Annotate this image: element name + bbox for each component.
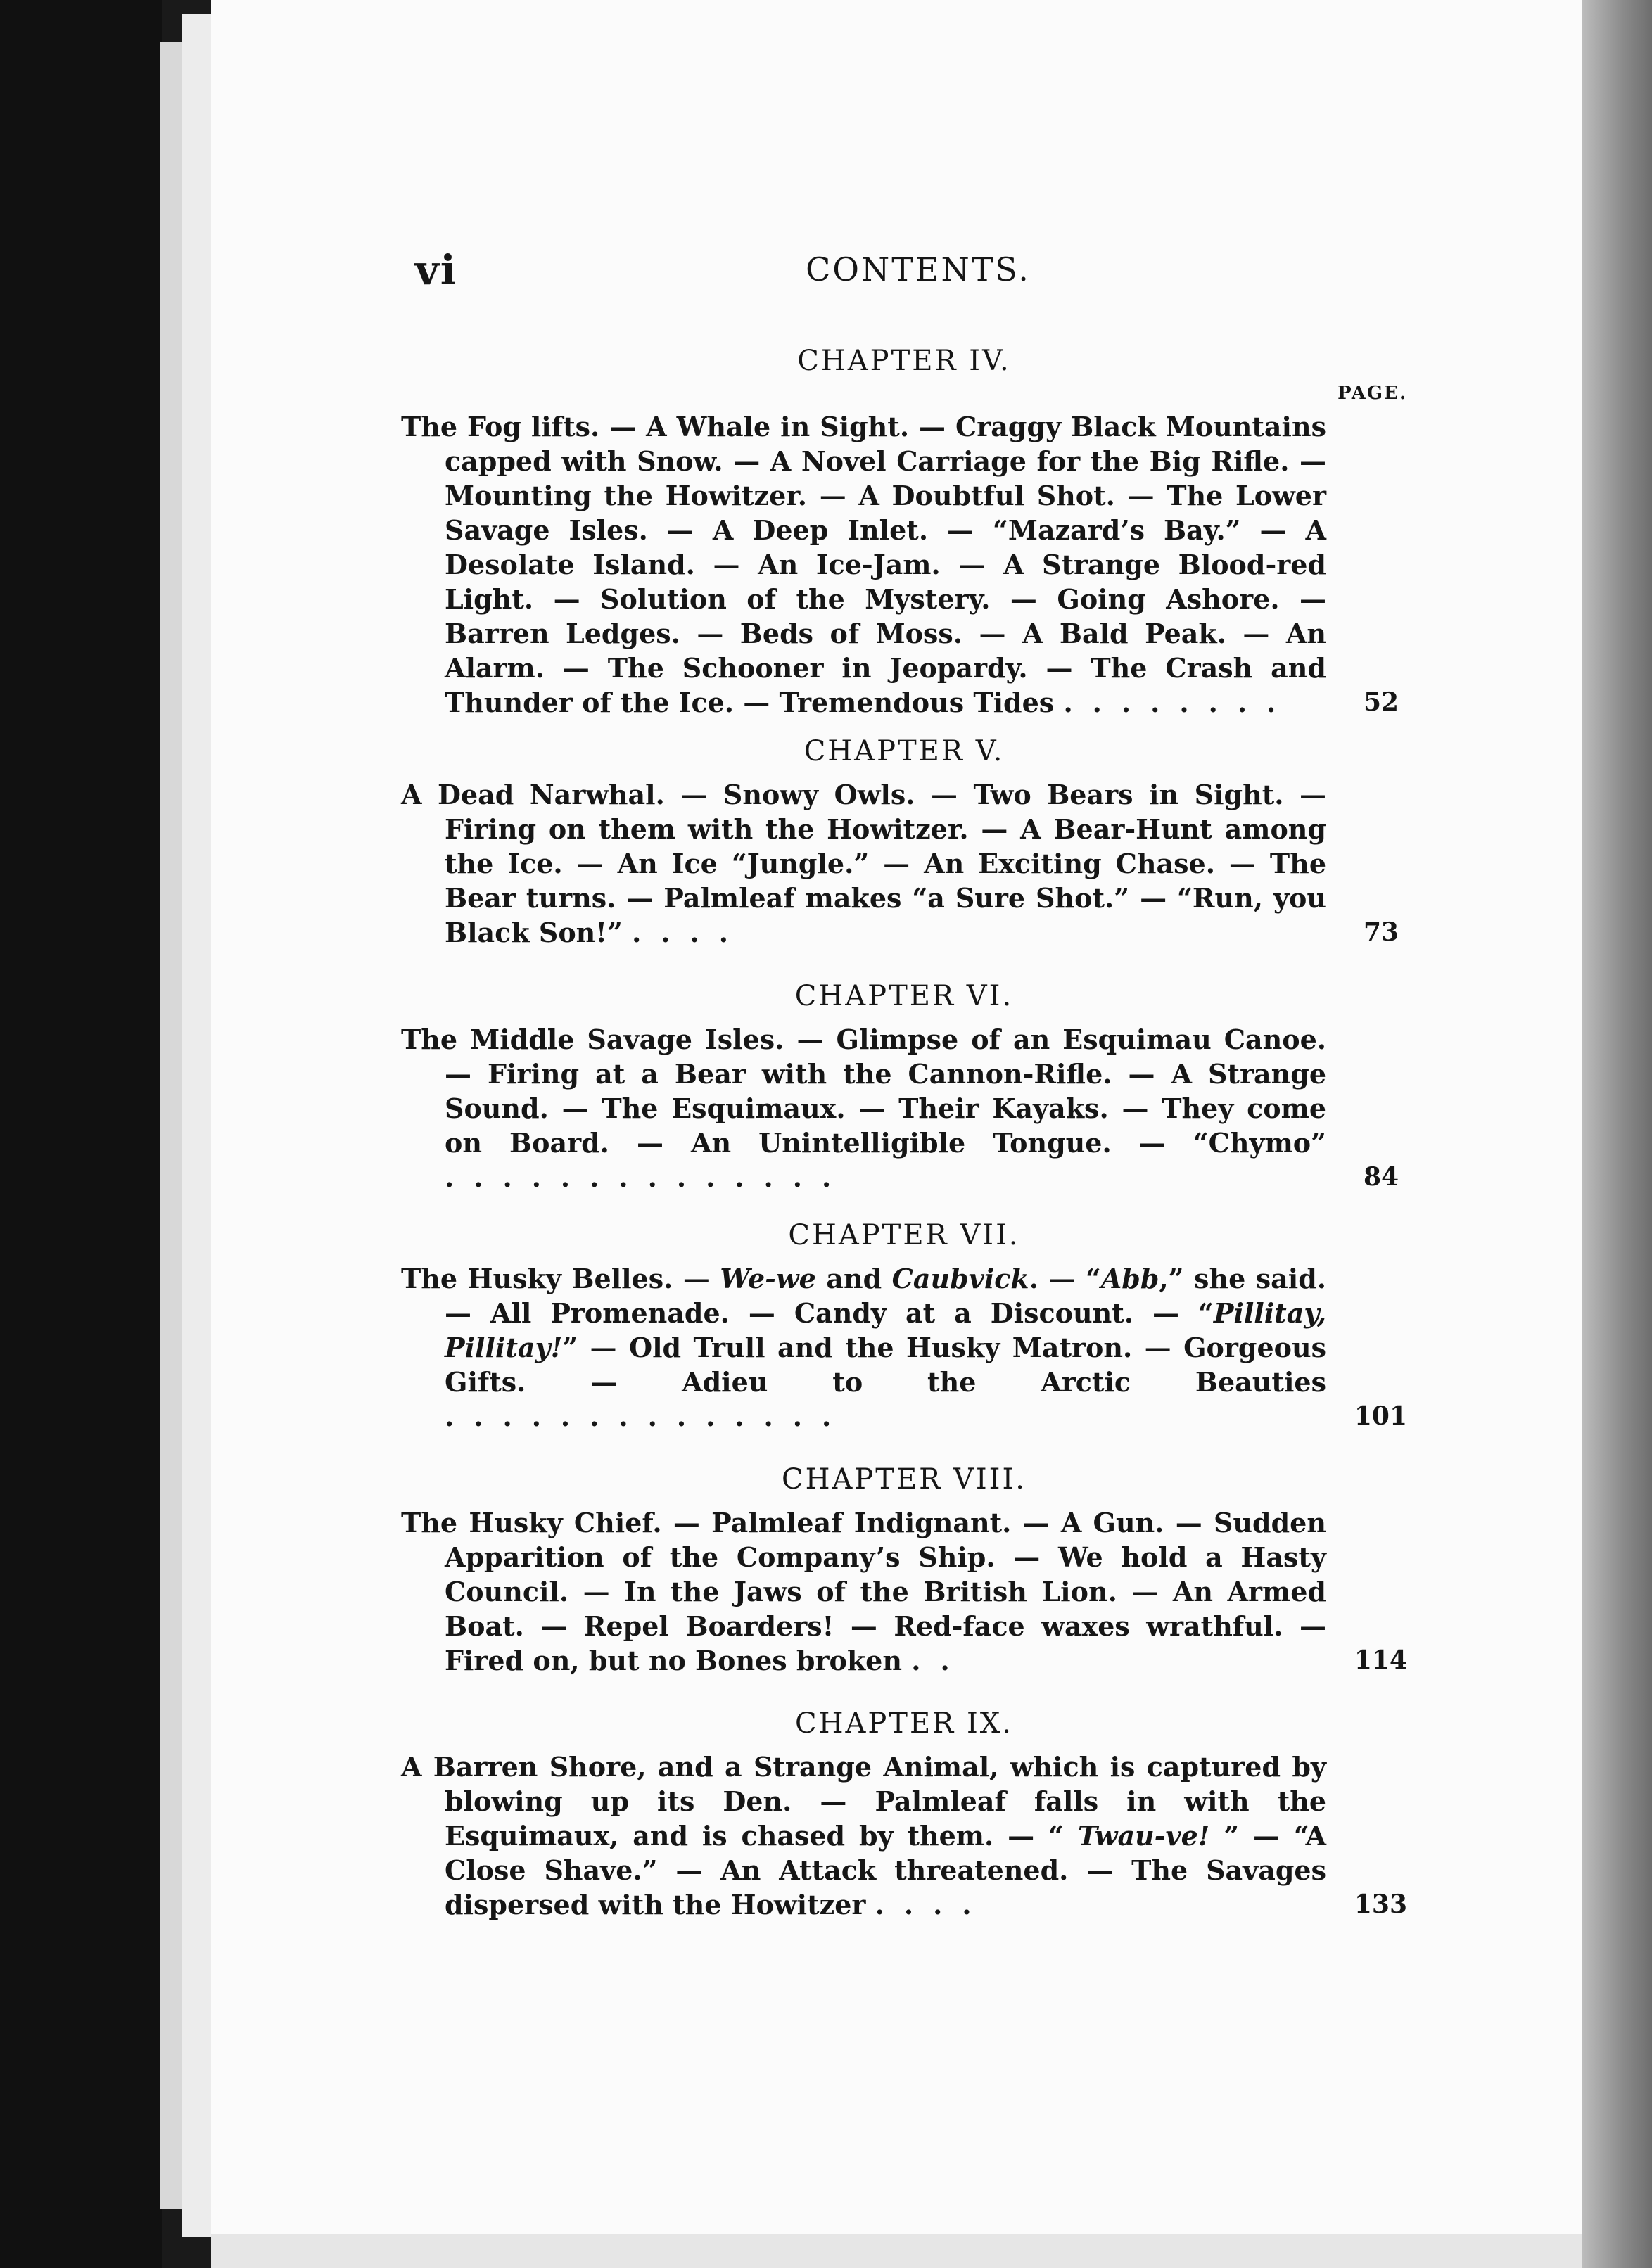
chapter-summary: [401, 1750, 1407, 1922]
chapter-summary: A Dead Narwhal. — Snowy Owls. — Two Bears in Sight. — Firing on them with the Howitzer. — A Bear-Hunt among the Ice. — An Ice “Jungle.” — An Exciting Chase. — The Bear turns. — Palmleaf makes “a Sure Shot.” — “Run, you Black Son!” .... 73: [401, 779, 1399, 948]
dot-leader: ....: [632, 917, 748, 948]
summary-text: The Husky Chief. — Palmleaf Indignant. — A Gun. — Sudden Apparition of the Company’s Ship. — We hold a Hasty Council. — In the Jaws of the British Lion. — An Armed Boat. — Repel Boarders! — Red-face waxes wrathful. — Fired on, but no Bones broken: [401, 1507, 1326, 1676]
toc-chapter: [401, 1219, 1407, 1434]
summary-text: The Fog lifts. — A Whale in Sight. — Craggy Black Mountains capped with Snow. — A Novel Carriage for the Big Rifle. — Mounting the Howitzer. — A Doubtful Shot. — The Lower Savage Isles. — A Deep Inlet. — “Mazard’s Bay.” — A Desolate Island. — An Ice-Jam. — A Strange Blood-red Light. — Solution of the Mystery. — Going Ashore. — Barren Ledges. — Beds of Moss. — A Bald Peak. — An Alarm. — The Schooner in Jeopardy. — The Crash and Thunder of the Ice. — Tremendous Tides: [401, 411, 1326, 718]
summary-fragment: ,” she said. — All Promenade. — Candy at a Discount. — “: [445, 1263, 1327, 1329]
toc-chapter: [401, 735, 1407, 950]
chapter-heading: CHAPTER VII.: [788, 1219, 1020, 1251]
toc-chapter: [401, 1463, 1407, 1678]
scan-left-edge: [0, 0, 162, 2268]
summary-fragment: ” — “A Close Shave.” — An Attack threatened. — The Savages dispersed with the Howitzer: [445, 1820, 1327, 1920]
dot-leader: ..............: [445, 1161, 851, 1193]
summary-fragment: ” — Old Trull and the Husky Matron. — Gorgeous Gifts. — Adieu to the Arctic Beauties: [445, 1332, 1326, 1398]
summary-text: A Dead Narwhal. — Snowy Owls. — Two Bears in Sight. — Firing on them with the Howitzer. — A Bear-Hunt among the Ice. — An Ice “Jungle.” — An Exciting Chase. — The Bear turns. — Palmleaf makes “a Sure Shot.” — “Run, you Black Son!”: [401, 779, 1326, 948]
summary-text: [401, 1751, 1326, 1920]
italic-phrase: Abb: [1100, 1263, 1159, 1294]
binding-shadow: [1582, 0, 1652, 2268]
page-number: 114: [1354, 1645, 1407, 1675]
page-column-label: PAGE.: [1338, 383, 1407, 404]
italic-phrase: Pillitay, Pillitay!: [445, 1297, 1326, 1363]
summary-fragment: A Barren Shore, and a Strange Animal, which is captured by blowing up its Den. — Palmleaf falls in with the Esquimaux, and is chased by them. — “: [401, 1751, 1326, 1852]
chapter-summary: [401, 1505, 1407, 1678]
dot-leader: ....: [875, 1889, 991, 1920]
summary-text: [401, 1263, 1326, 1398]
dot-leader: ..............: [445, 1401, 851, 1432]
page-folio: vi: [415, 246, 457, 294]
chapter-heading: CHAPTER IV.: [797, 345, 1011, 377]
chapter-heading: CHAPTER VIII.: [781, 1463, 1027, 1496]
toc-chapter: [401, 345, 1407, 720]
page-number: 133: [1354, 1890, 1407, 1919]
summary-fragment: . — “: [1029, 1263, 1101, 1294]
italic-phrase: Caubvick: [891, 1263, 1029, 1294]
chapter-heading: CHAPTER V.: [803, 735, 1005, 767]
chapter-summary: [401, 1261, 1407, 1434]
running-head: [415, 246, 1421, 295]
chapter-summary: The Fog lifts. — A Whale in Sight. — Craggy Black Mountains capped with Snow. — A Novel Carriage for the Big Rifle. — Mounting the Howitzer. — A Doubtful Shot. — The Lower Savage Isles. — A Deep Inlet. — “Mazard’s Bay.” — A Desolate Island. — An Ice-Jam. — A Strange Blood-red Light. — Solution of the Mystery. — Going Ashore. — Barren Ledges. — Beds of Moss. — A Bald Peak. — An Alarm. — The Schooner in Jeopardy. — The Crash and Thunder of the Ice. — Tremendous Tides ........ 52: [401, 411, 1399, 718]
chapter-heading: CHAPTER IX.: [795, 1707, 1013, 1740]
chapter-summary: The Middle Savage Isles. — Glimpse of an Esquimau Canoe. — Firing at a Bear with the Cannon-Rifle. — A Strange Sound. — The Esquimaux. — Their Kayaks. — They come on Board. — An Unintelligible Tongue. — “Chymo” .............. 84: [401, 1024, 1399, 1193]
italic-phrase: Twau-ve!: [1077, 1820, 1210, 1852]
summary-fragment: and: [815, 1263, 892, 1294]
page-bottom-edge: [211, 2234, 1582, 2268]
toc-chapter: [401, 1707, 1407, 1922]
summary-text: The Middle Savage Isles. — Glimpse of an Esquimau Canoe. — Firing at a Bear with the Cannon-Rifle. — A Strange Sound. — The Esquimaux. — Their Kayaks. — They come on Board. — An Unintelligible Tongue. — “Chymo”: [401, 1024, 1326, 1159]
dot-leader: ........: [1063, 687, 1296, 718]
toc-chapter: [401, 980, 1407, 1194]
running-title: CONTENTS.: [806, 250, 1031, 288]
chapter-heading: CHAPTER VI.: [794, 980, 1014, 1012]
summary-fragment: The Husky Belles. —: [401, 1263, 720, 1294]
italic-phrase: We-we: [720, 1263, 816, 1294]
page-number: 101: [1354, 1401, 1407, 1431]
dot-leader: ..: [911, 1645, 970, 1676]
